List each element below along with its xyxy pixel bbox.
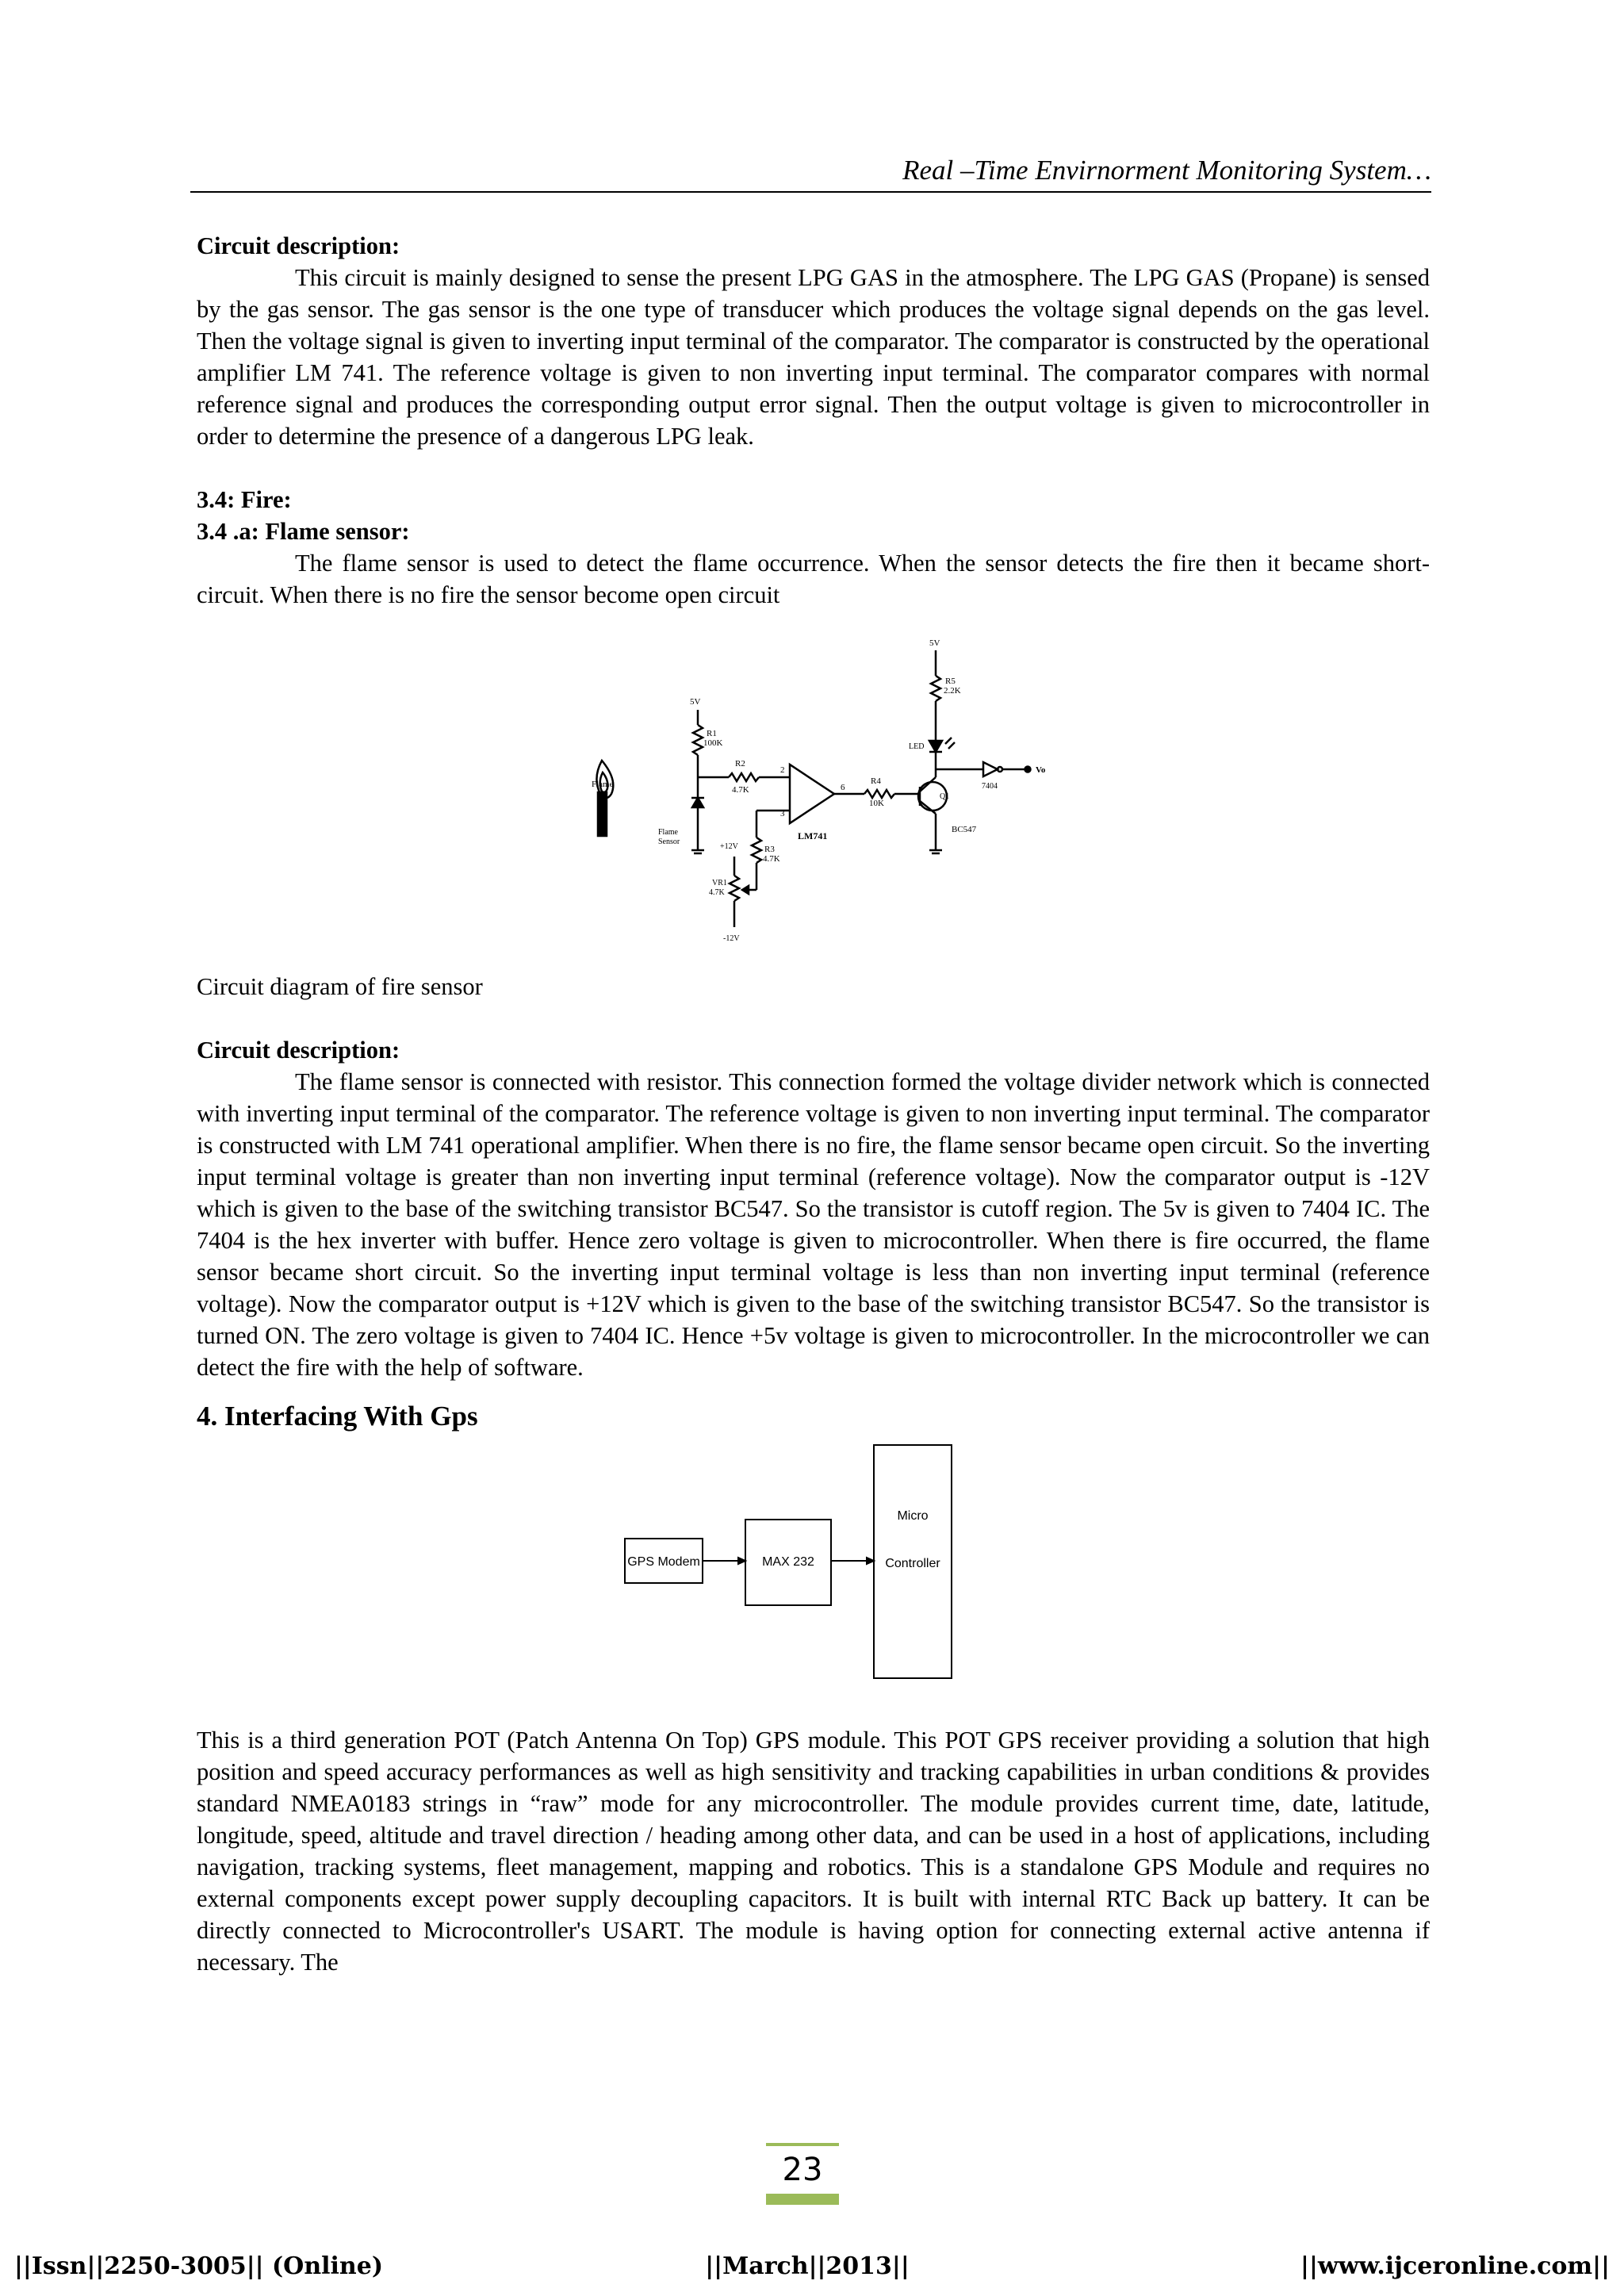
- r5-label: R5: [945, 677, 956, 686]
- fire-circuit-paragraph: The flame sensor is connected with resistor. This connection formed the voltage divider network which is connected with inverting input terminal of the comparator. The reference voltage is given to non inverting input terminal. The comparator is constructed with LM 741 operational amplifier. When there is no fire, the flame sensor became open circuit. So the inverting input terminal voltage is greater than non inverting input terminal (reference voltage). Now the comparator output is -12V which is given to the base of the switching transistor BC547. So the transistor is cutoff region. The 5v is given to 7404 IC. The 7404 is the hex inverter with buffer. Hence zero voltage is given to microcontroller. When there is fire occurred, the flame sensor became short circuit. So the inverting input terminal voltage is less than non inverting input terminal (reference voltage). Now the comparator output is +12V which is given to the base of the switching transistor BC547. So the transistor is turned ON. The zero voltage is given to 7404 IC. Hence +5v voltage is given to microcontroller. In the microcontroller we can detect the fire with the help of software.: [197, 1068, 1430, 1381]
- r2-label: R2: [735, 759, 745, 769]
- fire-circuit-caption: Circuit diagram of fire sensor: [197, 973, 483, 1000]
- ic7404-label: 7404: [982, 782, 998, 791]
- vr1-value: 4.7K: [709, 888, 725, 897]
- fire-section-heading: 3.4: Fire:: [197, 486, 292, 513]
- microcontroller-label-2: Controller: [885, 1557, 940, 1570]
- footer-issn: ||Issn||2250-3005|| (Online): [14, 2252, 384, 2280]
- page-content: [197, 230, 1430, 1978]
- q1-label: Q1: [940, 792, 950, 801]
- vr1-label: VR1: [712, 879, 727, 887]
- r4-value: 10K: [869, 799, 884, 808]
- minus12-label: -12V: [723, 934, 740, 943]
- r2-value: 4.7K: [732, 785, 749, 795]
- r4-label: R4: [871, 776, 881, 786]
- r5-value: 2.2K: [944, 686, 961, 696]
- opamp-label: LM741: [798, 830, 828, 841]
- pin2-label: 2: [780, 765, 785, 775]
- vo-label: Vo: [1036, 765, 1046, 775]
- fire-sensor-circuit-diagram: [590, 638, 1066, 955]
- flame-icon: [596, 761, 613, 836]
- footer-date: ||March||2013||: [705, 2252, 910, 2280]
- bc547-label: BC547: [952, 825, 977, 834]
- flame-sensor-paragraph: The flame sensor is used to detect the flame occurrence. When the sensor detects the fire then it became short-circuit. When there is no fire the sensor become open circuit: [197, 550, 1430, 608]
- running-header: [190, 155, 1431, 193]
- led-label: LED: [909, 742, 925, 751]
- gps-modem-label: GPS Modem: [627, 1555, 700, 1569]
- running-header-title: Real –Time Envirnorment Monitoring System…: [902, 155, 1431, 186]
- fire-circuit-heading: Circuit description:: [197, 1037, 400, 1064]
- r1-value: 100K: [703, 738, 723, 748]
- page-footer: [0, 2252, 1624, 2287]
- flame-sensor-label-2: Sensor: [658, 838, 680, 846]
- gas-circuit-heading: Circuit description:: [197, 232, 400, 259]
- plus12-label: +12V: [720, 842, 738, 851]
- flame-sensor-label-1: Flame: [658, 828, 678, 837]
- page-number: 23: [782, 2152, 823, 2188]
- footer-website: ||www.ijceronline.com||: [1300, 2252, 1610, 2280]
- pin6-label: 6: [841, 783, 845, 792]
- max232-label: MAX 232: [762, 1555, 814, 1569]
- gps-section-title: 4. Interfacing With Gps: [197, 1401, 478, 1432]
- r3-value: 4.7K: [763, 854, 780, 864]
- v5-top-label: 5V: [929, 638, 940, 648]
- gps-interface-block-diagram: [609, 1442, 1021, 1688]
- microcontroller-label-1: Micro: [897, 1509, 929, 1523]
- flame-label: Flame: [592, 780, 614, 789]
- gas-circuit-paragraph: This circuit is mainly designed to sense the present LPG GAS in the atmosphere. The LPG GAS (Propane) is sensed by the gas sensor. The gas sensor is the one type of transducer which produces the voltage signal depends on the gas level. Then the voltage signal is given to inverting input terminal of the comparator. The comparator is constructed by the operational amplifier LM 741. The reference voltage is given to non inverting input terminal. The comparator compares with normal reference signal and produces the corresponding output error signal. Then the output voltage is given to microcontroller in order to determine the presence of a dangerous LPG leak.: [197, 264, 1430, 450]
- r1-label: R1: [707, 729, 717, 738]
- pin3-label: 3: [780, 809, 785, 818]
- gps-paragraph: This is a third generation POT (Patch Antenna On Top) GPS module. This POT GPS receiver providing a solution that high position and speed accuracy performances as well as high sensitivity and tracking capabilities in urban conditions & provides standard NMEA0183 strings in “raw” mode for any microcontroller. The module provides current time, date, latitude, longitude, speed, altitude and travel direction / heading among other data, and can be used in a host of applications, including navigation, tracking systems, fleet management, mapping and robotics. This is a standalone GPS Module and requires no external components except power supply decoupling capacitors. It is built with internal RTC Back up battery. It can be directly connected to Microcontroller's USART. The module is having option for connecting external active antenna if necessary. The: [197, 1727, 1430, 1976]
- page-number-block: [766, 2143, 839, 2205]
- flame-sensor-heading: 3.4 .a: Flame sensor:: [197, 518, 410, 545]
- r3-label: R3: [764, 845, 775, 854]
- v5-left-label: 5V: [690, 697, 701, 707]
